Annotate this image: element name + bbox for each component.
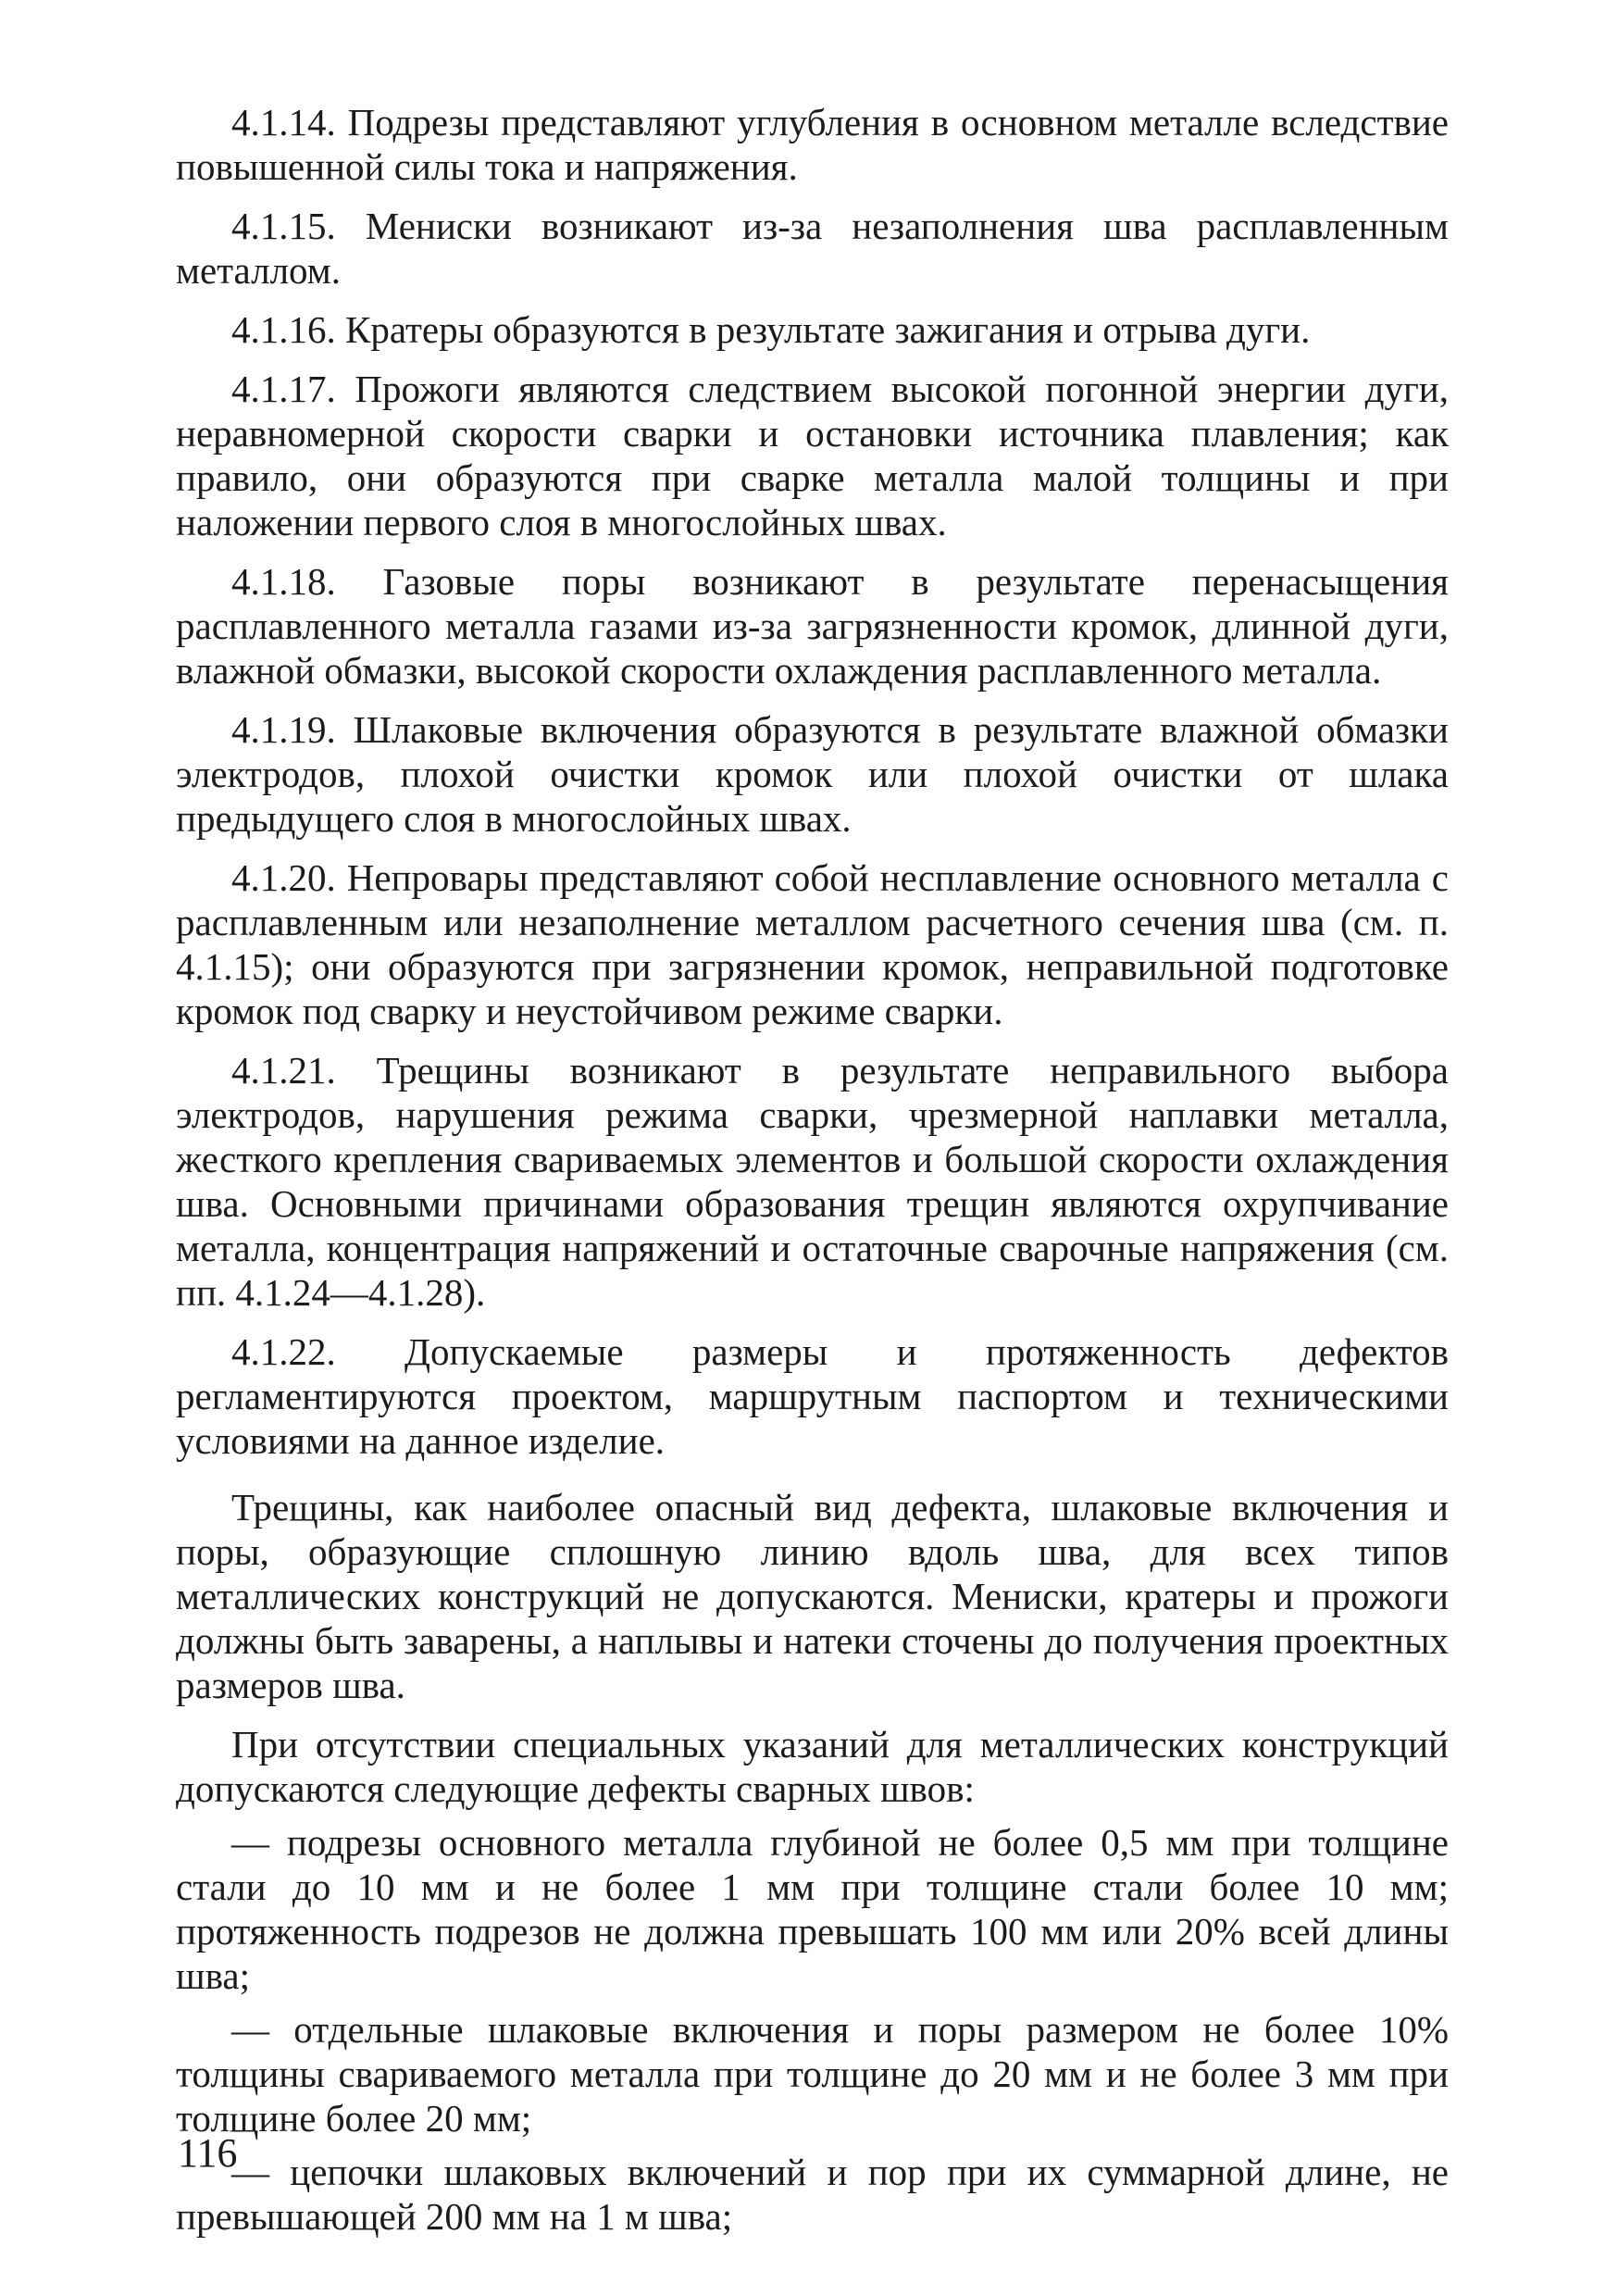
paragraph-4-1-16: 4.1.16. Кратеры образуются в результате зажигания и отрыва дуги.: [231, 308, 1311, 351]
paragraph-4-1-18: 4.1.18. Газовые поры возникают в результате перенасыщения расплавленного металла газами из-за загрязненности кромок, длинной дуги, влажной обмазки, высокой скорости охлаждения расплавленного металла.: [176, 560, 1449, 692]
document-page: [176, 100, 1449, 2248]
paragraph-4-1-15: 4.1.15. Мениски возникают из-за незаполнения шва расплавленным металлом.: [176, 205, 1449, 292]
paragraph-4-1-22: 4.1.22. Допускаемые размеры и протяженность дефектов регламентируются проектом, маршрутным паспортом и техническими условиями на данное изделие.: [176, 1330, 1449, 1462]
paragraph-4-1-21: 4.1.21. Трещины возникают в результате неправильного выбора электродов, нарушения режима сварки, чрезмерной наплавки металла, жесткого крепления свариваемых элементов и большой скорости охлаждения шва. Основными причинами образования трещин являются охрупчивание металла, концентрация напряжений и остаточные сварочные напряжения (см. пп. 4.1.24—4.1.28).: [176, 1049, 1449, 1314]
list-item-undercuts: — подрезы основного металла глубиной не более 0,5 мм при толщине стали до 10 мм и не более 1 мм при толщине стали более 10 мм; протяженность подрезов не должна превышать 100 мм или 20% всей длины шва;: [176, 1821, 1449, 1997]
paragraph-4-1-14: 4.1.14. Подрезы представляют углубления в основном металле вследствие повышенной силы тока и напряжения.: [176, 101, 1449, 188]
paragraph-cracks: Трещины, как наиболее опасный вид дефекта, шлаковые включения и поры, образующие сплошную линию вдоль шва, для всех типов металлических конструкций не допускаются. Мениски, кратеры и прожоги должны быть заварены, а наплывы и натеки сточены до получения проектных размеров шва.: [176, 1486, 1449, 1706]
paragraph-4-1-20: 4.1.20. Непровары представляют собой несплавление основного металла с расплавленным или незаполнение металлом расчетного сечения шва (см. п. 4.1.15); они образуются при загрязнении кромок, неправильной подготовке кромок под сварку и неустойчивом режиме сварки.: [176, 856, 1449, 1032]
page-number: 116: [178, 2130, 238, 2176]
paragraph-absence: При отсутствии специальных указаний для металлических конструкций допускаются следующие дефекты сварных швов:: [176, 1723, 1449, 1810]
list-item-slag-chains: — цепочки шлаковых включений и пор при их суммарной длине, не превышающей 200 мм на 1 м шва;: [176, 2151, 1449, 2238]
list-item-slag-inclusions: — отдельные шлаковые включения и поры размером не более 10% толщины свариваемого металла при толщине до 20 мм и не более 3 мм при толщине более 20 мм;: [176, 2008, 1449, 2140]
paragraph-4-1-17: 4.1.17. Прожоги являются следствием высокой погонной энергии дуги, неравномерной скорости сварки и остановки источника плавления; как правило, они образуются при сварке металла малой толщины и при наложении первого слоя в многослойных швах.: [176, 368, 1449, 543]
paragraph-4-1-19: 4.1.19. Шлаковые включения образуются в результате влажной обмазки электродов, плохой очистки кромок или плохой очистки от шлака предыдущего слоя в многослойных швах.: [176, 708, 1449, 840]
